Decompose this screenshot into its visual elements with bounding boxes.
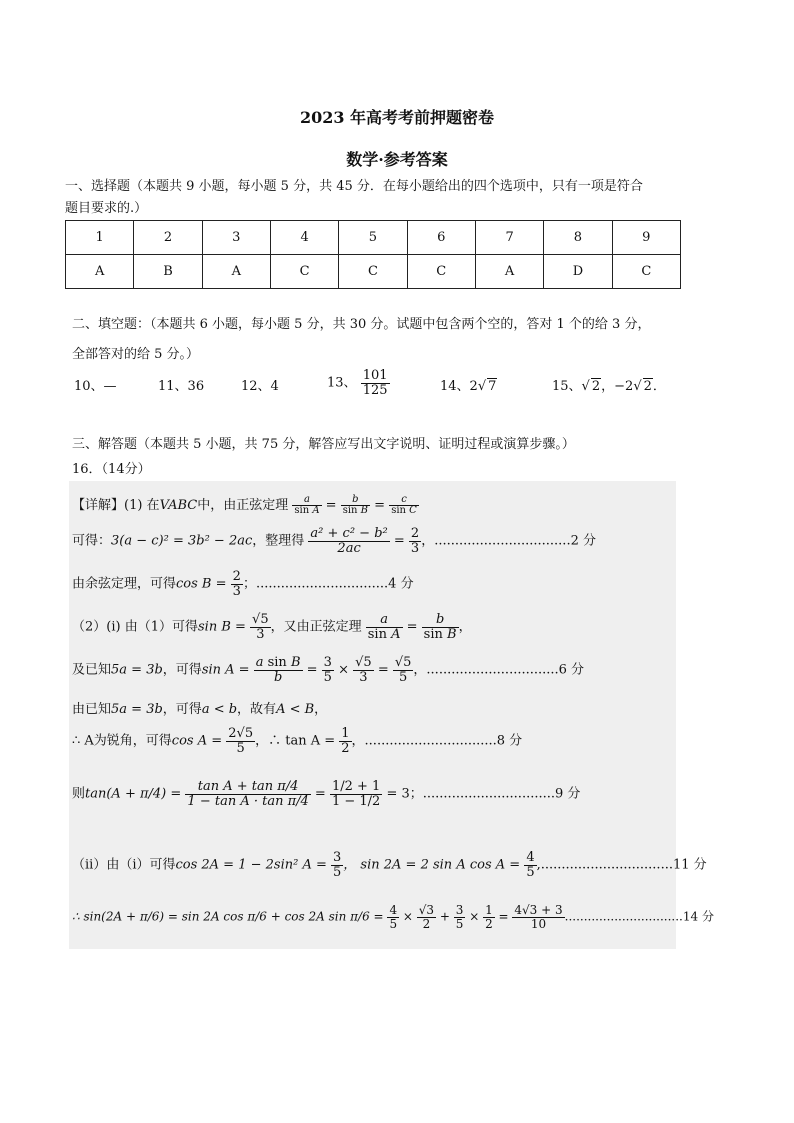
text: 由已知 xyxy=(72,702,112,717)
table-cell: 6 xyxy=(407,221,475,255)
fraction-denominator: 5 xyxy=(526,864,535,880)
fraction-denominator: 10 xyxy=(530,916,547,931)
math: ∴ sin(2A + π/6) = sin 2A cos π/6 + cos 2A sin π/6 = xyxy=(72,909,384,924)
text: 及已知 xyxy=(72,662,112,678)
answer-label: 11、 xyxy=(158,379,188,394)
fraction-numerator: 2√5 xyxy=(228,726,254,741)
solution-line-10: ∴ sin(2A + π/6) = sin 2A cos π/6 + cos 2A sin π/6 = $\frac{4}{5}$ × $\frac{√3}{2}$ + $\frac{3}{5}$ × $\frac{1}{2}$ = $\frac{4√3 + 3}{10}$ ...............................14 分 xyxy=(72,903,714,931)
text: ，∴ tan A = xyxy=(255,733,336,749)
math: 5a = 3b xyxy=(111,662,163,678)
solution-line-6 xyxy=(72,698,327,717)
fraction: $\frac{√3}{2}$ xyxy=(418,903,435,931)
table-cell: A xyxy=(475,255,543,289)
text: （2）(i) 由（1）可得 xyxy=(72,619,198,635)
question-16-label: 16．（14分） xyxy=(72,462,151,477)
answer-value: −2 xyxy=(614,379,634,394)
answer-label: 13、 xyxy=(327,375,357,391)
fraction xyxy=(512,904,564,930)
page-subtitle: 数学·参考答案 xyxy=(346,150,448,169)
score-dots: ，.................................2 分 xyxy=(421,533,596,549)
answer-14: 14、2√ 7 xyxy=(440,379,497,394)
section3-heading: 三、解答题（本题共 5 小题，共 75 分，解答应写出文字说明、证明过程或演算步骤。） xyxy=(72,437,575,452)
radicand: 2 xyxy=(643,379,652,394)
math: VABC xyxy=(159,498,198,513)
text: = 3 xyxy=(386,786,410,802)
answer-value: 4 xyxy=(270,379,279,394)
fraction-numerator: 4 xyxy=(526,850,535,865)
score-dots: ；................................4 分 xyxy=(242,576,414,592)
radicand: 2 xyxy=(591,379,601,394)
math: cos A = xyxy=(171,733,223,749)
answer-label: 14、 xyxy=(440,379,470,394)
section1-heading-line1: 一、选择题（本题共 9 小题，每小题 5 分，共 45 分．在每小题给出的四个选项中，只有一项是符合 xyxy=(65,179,643,194)
solution-line-4: （2）(i) 由（1）可得sin B = $\frac{√5}{3}$ ，又由正弦定理 $\frac{a}{\text{sin A}}$ = $\frac{b}{\text{sin B}}$ ， xyxy=(72,612,472,642)
table-cell: 1 xyxy=(66,221,134,255)
math: sin B = xyxy=(197,619,246,635)
text: ，故有 xyxy=(237,702,277,717)
fraction-denominator: 3 xyxy=(232,583,241,599)
page-title: 2023 年高考考前押题密卷 xyxy=(299,108,495,127)
math: cos 2A = 1 − 2sin² A = xyxy=(175,857,327,873)
fraction: $\frac{4}{5}$ xyxy=(389,903,398,931)
fraction xyxy=(231,570,243,598)
answer-label: 10、 xyxy=(74,379,104,394)
fraction-denominator: 3 xyxy=(410,540,420,556)
text: ， xyxy=(458,619,472,635)
math: sin A = xyxy=(201,662,250,678)
solution-line-9 xyxy=(72,851,707,879)
table-cell: C xyxy=(339,255,407,289)
text: ，可得 xyxy=(162,662,202,678)
table-cell: 7 xyxy=(475,221,543,255)
math: A < B xyxy=(276,702,315,717)
score-dots: ，................................8 分 xyxy=(351,733,523,749)
fraction-numerator: 2 xyxy=(410,526,420,541)
math: cos B = xyxy=(176,576,227,592)
text: （ii）由（i）可得 xyxy=(72,857,176,873)
table-cell: 8 xyxy=(544,221,612,255)
terminator: ． xyxy=(652,379,666,394)
fraction: $\frac{√5}{5}$ xyxy=(394,655,412,685)
solution-line-7 xyxy=(72,727,522,755)
fraction: $\frac{b}{\text{sin B}}$ xyxy=(423,612,457,642)
fraction xyxy=(339,727,351,755)
table-cell: B xyxy=(134,255,202,289)
table-cell: 9 xyxy=(612,221,680,255)
score-dots: ；................................9 分 xyxy=(409,786,581,802)
text: 则 xyxy=(72,786,86,802)
answer-10 xyxy=(74,375,117,394)
radicand: 7 xyxy=(488,379,497,394)
table-cell: 2 xyxy=(134,221,202,255)
fraction xyxy=(226,727,255,755)
answer-table-numbers-row xyxy=(66,221,681,255)
math: 5a = 3b xyxy=(111,702,163,717)
answer-value: — xyxy=(103,379,117,394)
math: a < b xyxy=(201,702,238,717)
math: 3(a − c)² = 3b² − 2ac xyxy=(111,533,253,549)
text: 由余弦定理，可得 xyxy=(72,576,177,592)
score-dots: ...............................14 分 xyxy=(564,909,714,924)
answer-12 xyxy=(241,375,279,394)
fraction xyxy=(409,527,421,555)
fraction-numerator: 101 xyxy=(362,368,388,383)
table-cell: A xyxy=(66,255,134,289)
solution-line-2 xyxy=(72,527,596,555)
score-dots: ，................................6 分 xyxy=(413,662,585,678)
text: 中，由正弦定理 xyxy=(197,498,289,513)
fraction xyxy=(185,780,310,808)
math: tan(A + π/4) = xyxy=(85,786,182,802)
math: ， sin 2A = 2 sin A cos A = xyxy=(343,857,521,873)
text: ， xyxy=(314,702,328,717)
fraction xyxy=(250,613,271,641)
answer-value: 36 xyxy=(187,379,205,394)
fraction-denominator: 125 xyxy=(362,382,388,398)
answer-label: 12、 xyxy=(241,379,271,394)
fraction: $\frac{a}{\text{sin A}}$ xyxy=(367,612,401,642)
answer-table xyxy=(65,220,681,289)
fraction-numerator: 2 xyxy=(232,569,241,584)
section1-heading-line2: 题目要求的.） xyxy=(65,201,148,216)
fraction: $\frac{1}{2}$ xyxy=(485,903,493,931)
fraction-numerator: √5 xyxy=(252,612,269,627)
fraction: $\frac{b}{\text{sin B}}$ xyxy=(342,493,369,516)
fraction: $\frac{a}{\text{sin A}}$ xyxy=(294,493,320,516)
fraction-numerator: 4√3 + 3 xyxy=(514,903,563,917)
fraction-numerator: a² + c² − b² xyxy=(310,526,388,541)
solution-line-3 xyxy=(72,570,414,598)
section2-heading-line1: 二、填空题：（本题共 6 小题，每小题 5 分，共 30 分。试题中包含两个空的，答对 1 个的给 3 分， xyxy=(72,317,651,332)
table-cell: 5 xyxy=(339,221,407,255)
fraction-denominator: 5 xyxy=(333,864,342,880)
fraction-denominator: 1 − tan A · tan π/4 xyxy=(187,793,309,809)
fraction-denominator: 3 xyxy=(256,626,265,642)
fraction-numerator: 1 xyxy=(341,726,350,741)
separator: ， xyxy=(601,379,615,394)
fraction xyxy=(308,527,389,555)
section2-heading-line2: 全部答对的给 5 分。） xyxy=(72,347,200,362)
text: ，可得 xyxy=(162,702,202,717)
section2-heading xyxy=(72,310,650,370)
table-cell: 3 xyxy=(202,221,270,255)
fraction-numerator: tan A + tan π/4 xyxy=(185,780,310,795)
fraction: $\frac{c}{\text{sin C}}$ xyxy=(391,493,417,516)
solution-line-1: 【详解】(1) 在VABC中，由正弦定理 $\frac{a}{\text{sin A}}$ = $\frac{b}{\text{sin B}}$ = $\frac{c}{\text{sin C}}$ xyxy=(72,493,417,516)
table-cell: C xyxy=(612,255,680,289)
fraction: $\frac{3}{5}$ xyxy=(455,903,464,931)
text: 可得： xyxy=(72,533,112,549)
fraction-denominator: 2ac xyxy=(337,540,361,556)
fraction: $\frac{3}{5}$ xyxy=(323,655,332,685)
answer-15: 15、√ 2，−2√ 2． xyxy=(552,379,666,394)
solution-line-8: 则tan(A + π/4) = $\frac{\text{tan A + tan π/4}}{\text{1 − tan A · tan π/4}}$ = $\frac{1/2 + 1}{1 - 1/2}$ = 3；................................9 分 xyxy=(72,779,581,809)
score-dots: ,................................11 分 xyxy=(536,857,707,873)
answer-13 xyxy=(327,369,390,397)
text: 【详解】(1) 在 xyxy=(72,498,160,513)
section1-heading xyxy=(65,176,643,220)
fraction: $\frac{√5}{3}$ xyxy=(355,655,372,685)
fraction-denominator: 5 xyxy=(236,740,245,756)
text: ，整理得 xyxy=(252,533,305,549)
answer-label: 15、 xyxy=(552,379,582,394)
table-cell: C xyxy=(407,255,475,289)
fraction: $\frac{1/2 + 1}{1 - 1/2}$ xyxy=(331,779,381,809)
table-cell: D xyxy=(544,255,612,289)
answer-value: 2 xyxy=(469,379,478,394)
fraction xyxy=(331,851,343,879)
table-cell: 4 xyxy=(270,221,338,255)
fraction: $\frac{\text{a sin B}}{b}$ xyxy=(255,655,301,685)
solution-line-5: 及已知5a = 3b，可得sin A = $\frac{\text{a sin B}}{b}$ = $\frac{3}{5}$ × $\frac{√5}{3}$ = $\frac{√5}{5}$ ，................................6 分 xyxy=(72,655,585,685)
text: ，又由正弦定理 xyxy=(270,619,362,635)
fraction-numerator: 3 xyxy=(333,850,342,865)
answer-11 xyxy=(158,375,204,394)
table-cell: A xyxy=(202,255,270,289)
text: ∴ A为锐角，可得 xyxy=(72,733,172,749)
fraction-denominator: 2 xyxy=(341,740,350,756)
fraction xyxy=(524,851,536,879)
answer-table-answers-row xyxy=(66,255,681,289)
text: = xyxy=(393,533,405,549)
table-cell: C xyxy=(270,255,338,289)
